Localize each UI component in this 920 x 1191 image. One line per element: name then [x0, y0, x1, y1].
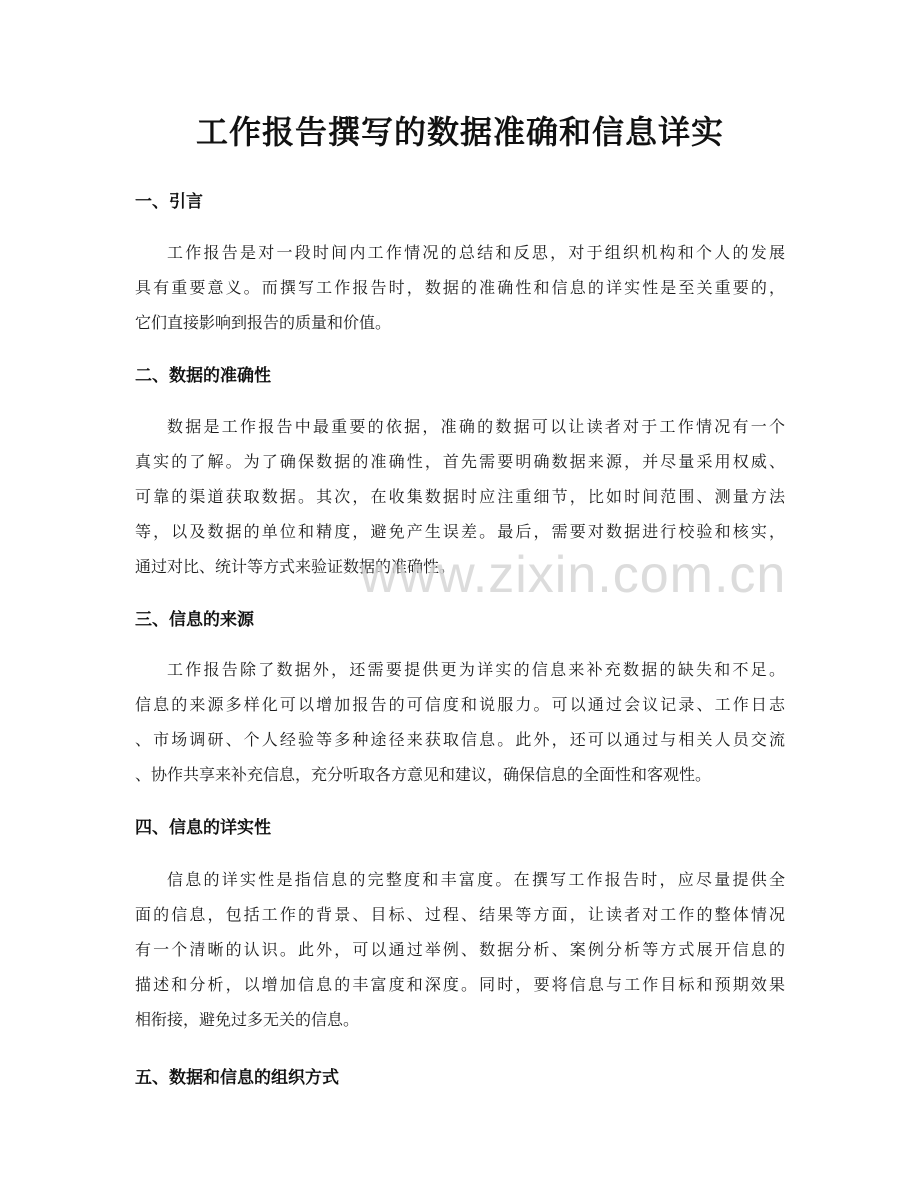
paragraph-line: 描述和分析，以增加信息的丰富度和深度。同时，要将信息与工作目标和预期效果: [135, 975, 785, 994]
section-heading-data-accuracy: 二、数据的准确性: [135, 366, 271, 386]
section-paragraph-info-detail: [135, 862, 785, 1037]
paragraph-line: 通过对比、统计等方式来验证数据的准确性。: [135, 557, 456, 576]
paragraph-line: 它们直接影响到报告的质量和价值。: [135, 313, 392, 332]
paragraph-line: 、协作共享来补充信息，充分听取各方意见和建议，确保信息的全面性和客观性。: [135, 765, 712, 784]
paragraph-line: 面的信息，包括工作的背景、目标、过程、结果等方面，让读者对工作的整体情况: [135, 905, 785, 924]
paragraph-line: 、市场调研、个人经验等多种途径来获取信息。此外，还可以通过与相关人员交流: [135, 730, 785, 749]
paragraph-line: 信息的来源多样化可以增加报告的可信度和说服力。可以通过会议记录、工作日志: [135, 695, 785, 714]
paragraph-line: 真实的了解。为了确保数据的准确性，首先需要明确数据来源，并尽量采用权威、: [135, 452, 785, 471]
section-heading-organization: 五、数据和信息的组织方式: [135, 1068, 339, 1088]
section-heading-intro: 一、引言: [135, 192, 203, 212]
paragraph-line: 相衔接，避免过多无关的信息。: [135, 1010, 360, 1029]
paragraph-line: 可靠的渠道获取数据。其次，在收集数据时应注重细节，比如时间范围、测量方法: [135, 487, 785, 506]
section-heading-info-detail: 四、信息的详实性: [135, 818, 271, 838]
paragraph-line: 工作报告是对一段时间内工作情况的总结和反思，对于组织机构和个人的发展: [167, 243, 785, 262]
paragraph-line: 具有重要意义。而撰写工作报告时，数据的准确性和信息的详实性是至关重要的，: [135, 278, 785, 297]
paragraph-line: 数据是工作报告中最重要的依据，准确的数据可以让读者对于工作情况有一个: [167, 417, 785, 436]
paragraph-line: 等，以及数据的单位和精度，避免产生误差。最后，需要对数据进行校验和核实，: [135, 522, 785, 541]
section-paragraph-info-source: [135, 652, 785, 792]
paragraph-line: 工作报告除了数据外，还需要提供更为详实的信息来补充数据的缺失和不足。: [167, 660, 785, 679]
watermark: www.zixin.com.cn: [360, 546, 787, 604]
section-heading-info-source: 三、信息的来源: [135, 610, 254, 630]
document-title: 工作报告撰写的数据准确和信息详实: [195, 113, 724, 151]
section-paragraph-intro: [135, 235, 785, 340]
paragraph-line: 信息的详实性是指信息的完整度和丰富度。在撰写工作报告时，应尽量提供全: [167, 870, 785, 889]
paragraph-line: 有一个清晰的认识。此外，可以通过举例、数据分析、案例分析等方式展开信息的: [135, 940, 785, 959]
section-paragraph-data-accuracy: [135, 409, 785, 584]
